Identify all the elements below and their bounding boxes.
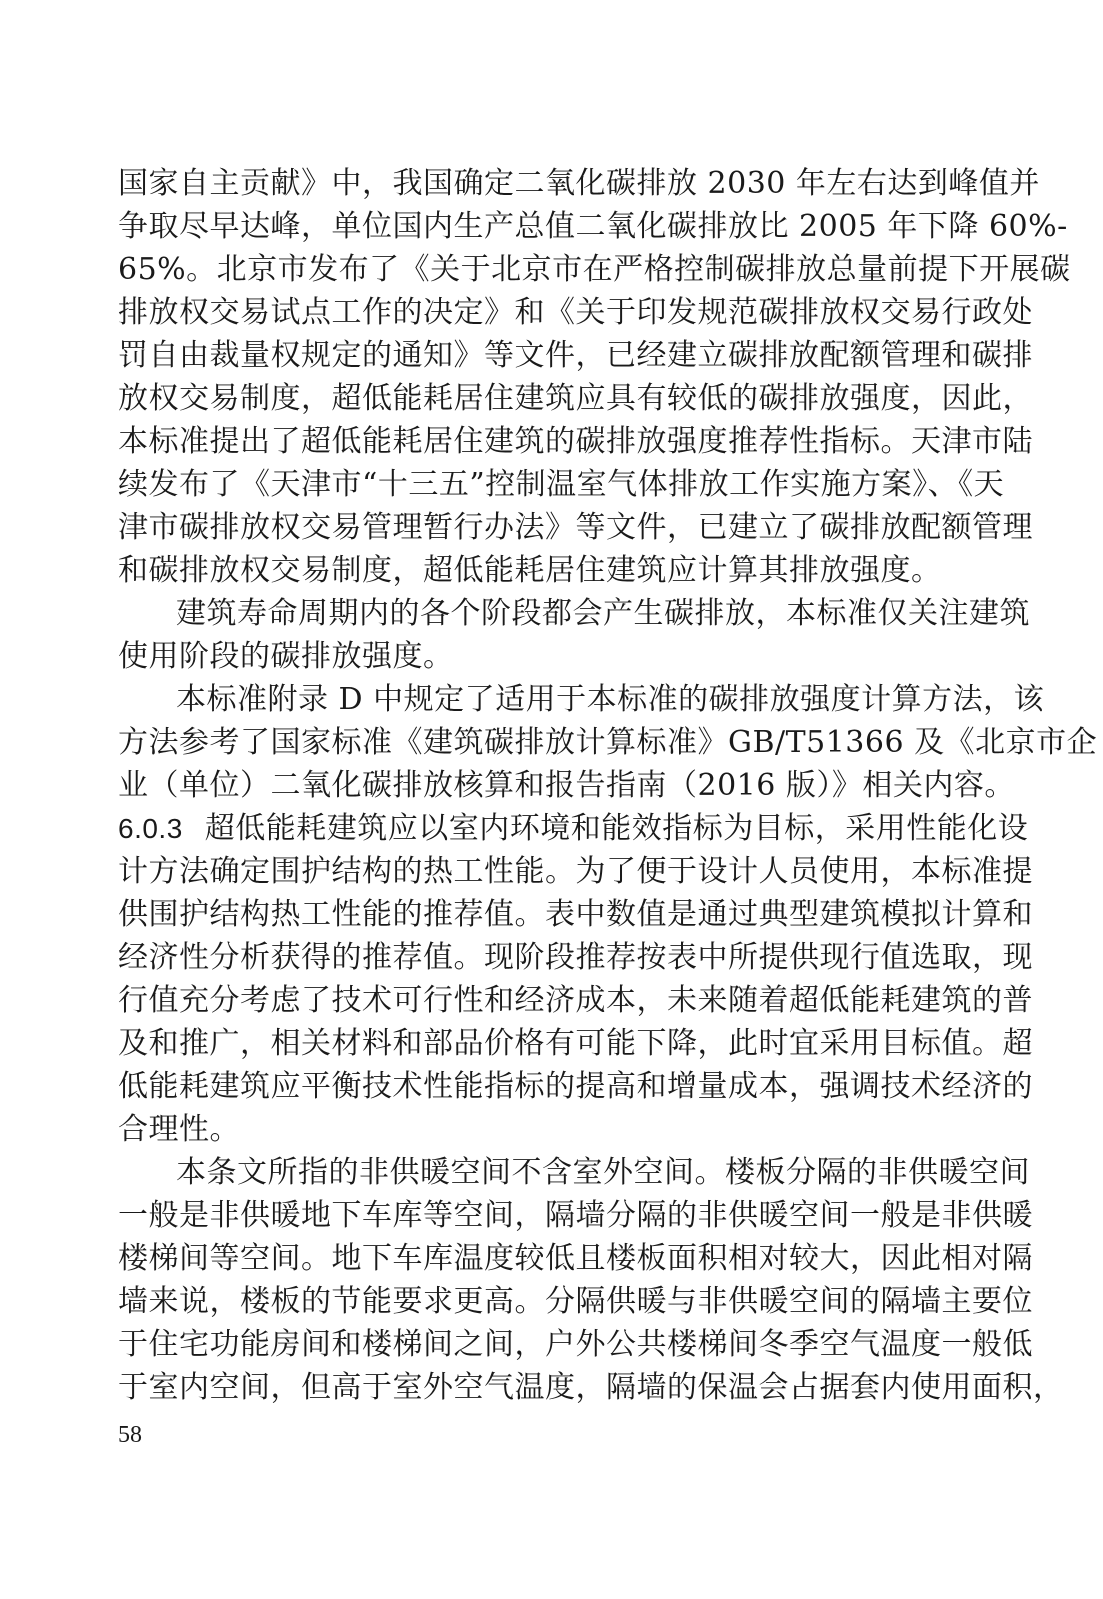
clause-6-0-3 [118,807,1033,1151]
text-line: 行值充分考虑了技术可行性和经济成本，未来随着超低能耗建筑的普 [118,983,1033,1018]
text-line: 方法参考了国家标准《建筑碳排放计算标准》GB/T51366 及《北京市企 [118,725,1098,760]
text-line: 续发布了《天津市“十三五”控制温室气体排放工作实施方案》、《天 [118,467,1005,502]
text-line: 计方法确定围护结构的热工性能。为了便于设计人员使用，本标准提 [118,854,1033,889]
paragraph-carbon-policy [118,162,1071,592]
text-line: 供围护结构热工性能的推荐值。表中数值是通过典型建筑模拟计算和 [118,897,1033,932]
text-line: 楼梯间等空间。地下车库温度较低且楼板面积相对较大，因此相对隔 [118,1241,1033,1276]
page-number: 58 [118,1422,142,1448]
paragraph-non-heated-space [118,1151,1064,1409]
text-line: 使用阶段的碳排放强度。 [118,639,454,674]
text-line: 放权交易制度，超低能耗居住建筑应具有较低的碳排放强度，因此， [118,381,1033,416]
text-line: 排放权交易试点工作的决定》和《关于印发规范碳排放权交易行政处 [118,295,1033,330]
text-line: 一般是非供暖地下车库等空间，隔墙分隔的非供暖空间一般是非供暖 [118,1198,1033,1233]
text-line: 墙来说，楼板的节能要求更高。分隔供暖与非供暖空间的隔墙主要位 [118,1284,1033,1319]
text-line: 本条文所指的非供暖空间不含室外空间。楼板分隔的非供暖空间 [176,1155,1030,1190]
paragraph-appendix-d [118,678,1098,807]
clause-number: 6.0.3 [118,813,183,844]
text-line: 合理性。 [118,1112,240,1147]
text-line: 本标准提出了超低能耗居住建筑的碳排放强度推荐性指标。天津市陆 [118,424,1033,459]
text-line: 业（单位）二氧化碳排放核算和报告指南（2016 版）》相关内容。 [118,768,1015,803]
text-line: 经济性分析获得的推荐值。现阶段推荐按表中所提供现行值选取，现 [118,940,1033,975]
text-line [118,807,1029,850]
text-line: 低能耗建筑应平衡技术性能指标的提高和增量成本，强调技术经济的 [118,1069,1033,1104]
text-line: 于室内空间，但高于室外空气温度，隔墙的保温会占据套内使用面积， [118,1370,1064,1405]
text-line: 罚自由裁量权规定的通知》等文件，已经建立碳排放配额管理和碳排 [118,338,1033,373]
text-line: 国家自主贡献》中，我国确定二氧化碳排放 2030 年左右达到峰值并 [118,166,1040,201]
body-text [118,162,1098,1409]
text-line: 65%。北京市发布了《关于北京市在严格控制碳排放总量前提下开展碳 [118,252,1071,287]
clause-text: 超低能耗建筑应以室内环境和能效指标为目标，采用性能化设 [204,811,1029,846]
text-line: 及和推广，相关材料和部品价格有可能下降，此时宜采用目标值。超 [118,1026,1033,1061]
text-line: 于住宅功能房间和楼梯间之间，户外公共楼梯间冬季空气温度一般低 [118,1327,1033,1362]
text-line: 建筑寿命周期内的各个阶段都会产生碳排放，本标准仅关注建筑 [176,596,1030,631]
paragraph-life-cycle [118,592,1030,678]
text-line: 津市碳排放权交易管理暂行办法》等文件，已建立了碳排放配额管理 [118,510,1033,545]
text-line: 本标准附录 D 中规定了适用于本标准的碳排放强度计算方法，该 [176,682,1045,717]
text-line: 争取尽早达峰，单位国内生产总值二氧化碳排放比 2005 年下降 60%- [118,209,1068,244]
text-line: 和碳排放权交易制度，超低能耗居住建筑应计算其排放强度。 [118,553,942,588]
